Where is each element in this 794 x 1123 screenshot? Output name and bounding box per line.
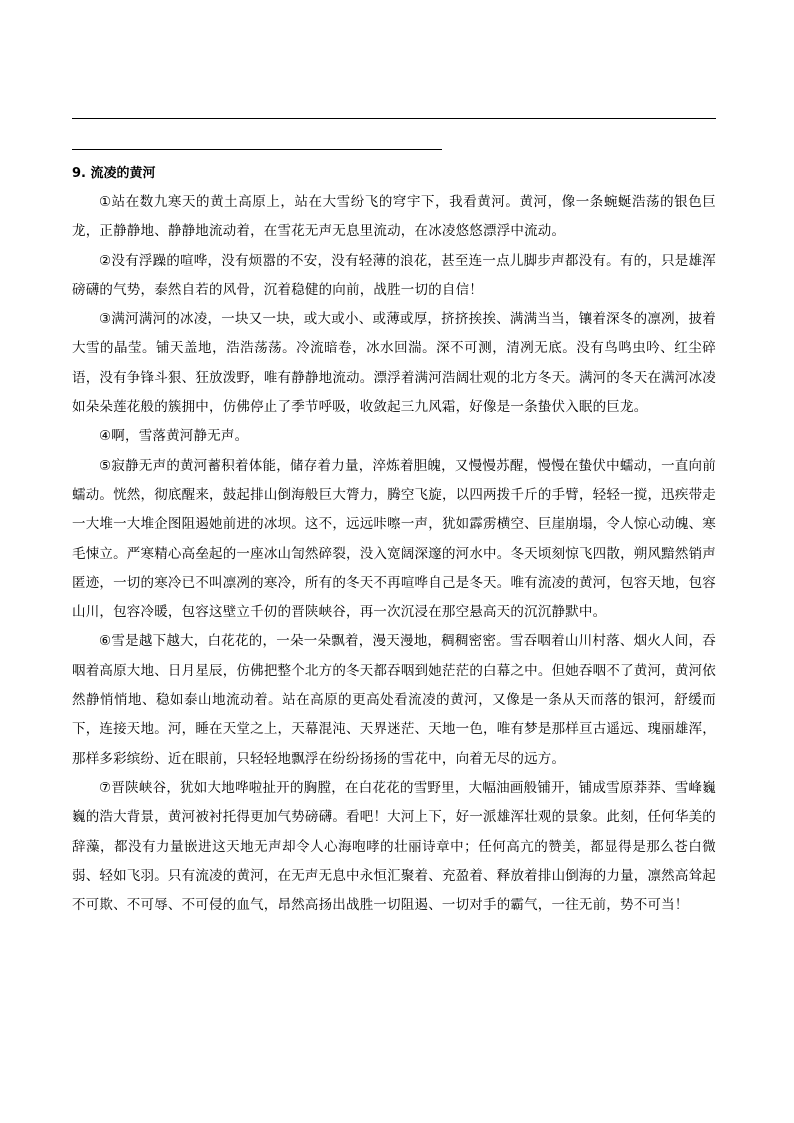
paragraph-7: ⑦晋陕峡谷，犹如大地哗啦扯开的胸膛，在白花花的雪野里，大幅油画般铺开，铺成雪原莽莽、雪峰巍巍的浩大背景，黄河被衬托得更加气势磅礴。看吧！大河上下，好一派雄浑壮观的景象。此刻，任何华美的辞藻，都没有力量嵌进这天地无声却令人心海咆哮的壮丽诗章中；任何高亢的赞美，都显得是那么苍白微弱、轻如飞羽。只有流凌的黄河，在无声无息中永恒汇聚着、充盈着、释放着排山倒海的力量，凛然高耸起不可欺、不可辱、不可侵的血气，昂然高扬出战胜一切阻遏、一切对手的霸气，一往无前，势不可当！ (72, 779, 716, 914)
paragraph-5: ⑤寂静无声的黄河蓄积着体能，储存着力量，淬炼着胆魄，又慢慢苏醒，慢慢在蛰伏中蠕动，一直向前蠕动。恍然，彻底醒来，鼓起排山倒海般巨大膂力，腾空飞旋，以四两拨千斤的手臂，轻轻一搅，迅疾带走一大堆一大堆企图阻遏她前进的冰坝。这不，远远咔嚓一声，犹如霹雳横空、巨崖崩塌，令人惊心动魄、寒毛悚立。严寒精心高垒起的一座冰山訇然碎裂，没入宽阔深邃的河水中。冬天顷刻惊飞四散，朔风黯然销声匿迹，一切的寒冷已不叫凛冽的寒冷，所有的冬天不再喧哗自己是冬天。唯有流凌的黄河，包容天地，包容山川，包容冷暖，包容这壁立千仞的晋陕峡谷，再一次沉浸在那空悬高天的沉沉静默中。 (72, 457, 716, 621)
article-title: 9. 流凌的黄河 (72, 166, 156, 181)
paragraph-4: ④啊，雪落黄河静无声。 (99, 428, 249, 445)
paragraph-3: ③满河满河的冰凌，一块又一块，或大或小、或薄或厚，挤挤挨挨、满满当当，镶着深冬的凛冽，披着大雪的晶莹。铺天盖地，浩浩荡荡。冷流暗卷，冰水回湍。深不可测，清冽无底。没有鸟鸣虫吟、红尘碎语，没有争锋斗狠、狂放泼野，唯有静静地流动。漂浮着满河浩阔壮观的北方冬天。满河的冬天在满河冰凌如朵朵莲花般的簇拥中，仿佛停止了季节呼吸，收敛起三九风霜，好像是一条蛰伏入眠的巨龙。 (72, 311, 716, 416)
paragraph-6: ⑥雪是越下越大，白花花的，一朵一朵飘着，漫天漫地，稠稠密密。雪吞咽着山川村落、烟火人间，吞咽着高原大地、日月星辰，仿佛把整个北方的冬天都吞咽到她茫茫的白幕之中。但她吞咽不了黄河，黄河依然静悄悄地、稳如泰山地流动着。站在高原的更高处看流凌的黄河，又像是一条从天而落的银河，舒缓而下，连接天地。河，睡在天堂之上，天幕混沌、天界迷茫、天地一色，唯有梦是那样亘古遥远、瑰丽雄浑，那样多彩缤纷、近在眼前，只轻轻地飘浮在纷纷扬扬的雪花中，向着无尽的远方。 (72, 633, 716, 767)
answer-line-short (72, 149, 442, 150)
paragraph-2: ②没有浮躁的喧哗，没有烦嚣的不安，没有轻薄的浪花，甚至连一点儿脚步声都没有。有的，只是雄浑磅礴的气势，泰然自若的风骨，沉着稳健的向前，战胜一切的自信！ (72, 252, 716, 298)
answer-line-full (72, 118, 716, 119)
paragraph-1: ①站在数九寒天的黄土高原上，站在大雪纷飞的穹宇下，我看黄河。黄河，像一条蜿蜒浩荡的银色巨龙，正静静地、静静地流动着，在雪花无声无息里流动，在冰凌悠悠漂浮中流动。 (72, 194, 716, 240)
article-body (72, 160, 716, 920)
